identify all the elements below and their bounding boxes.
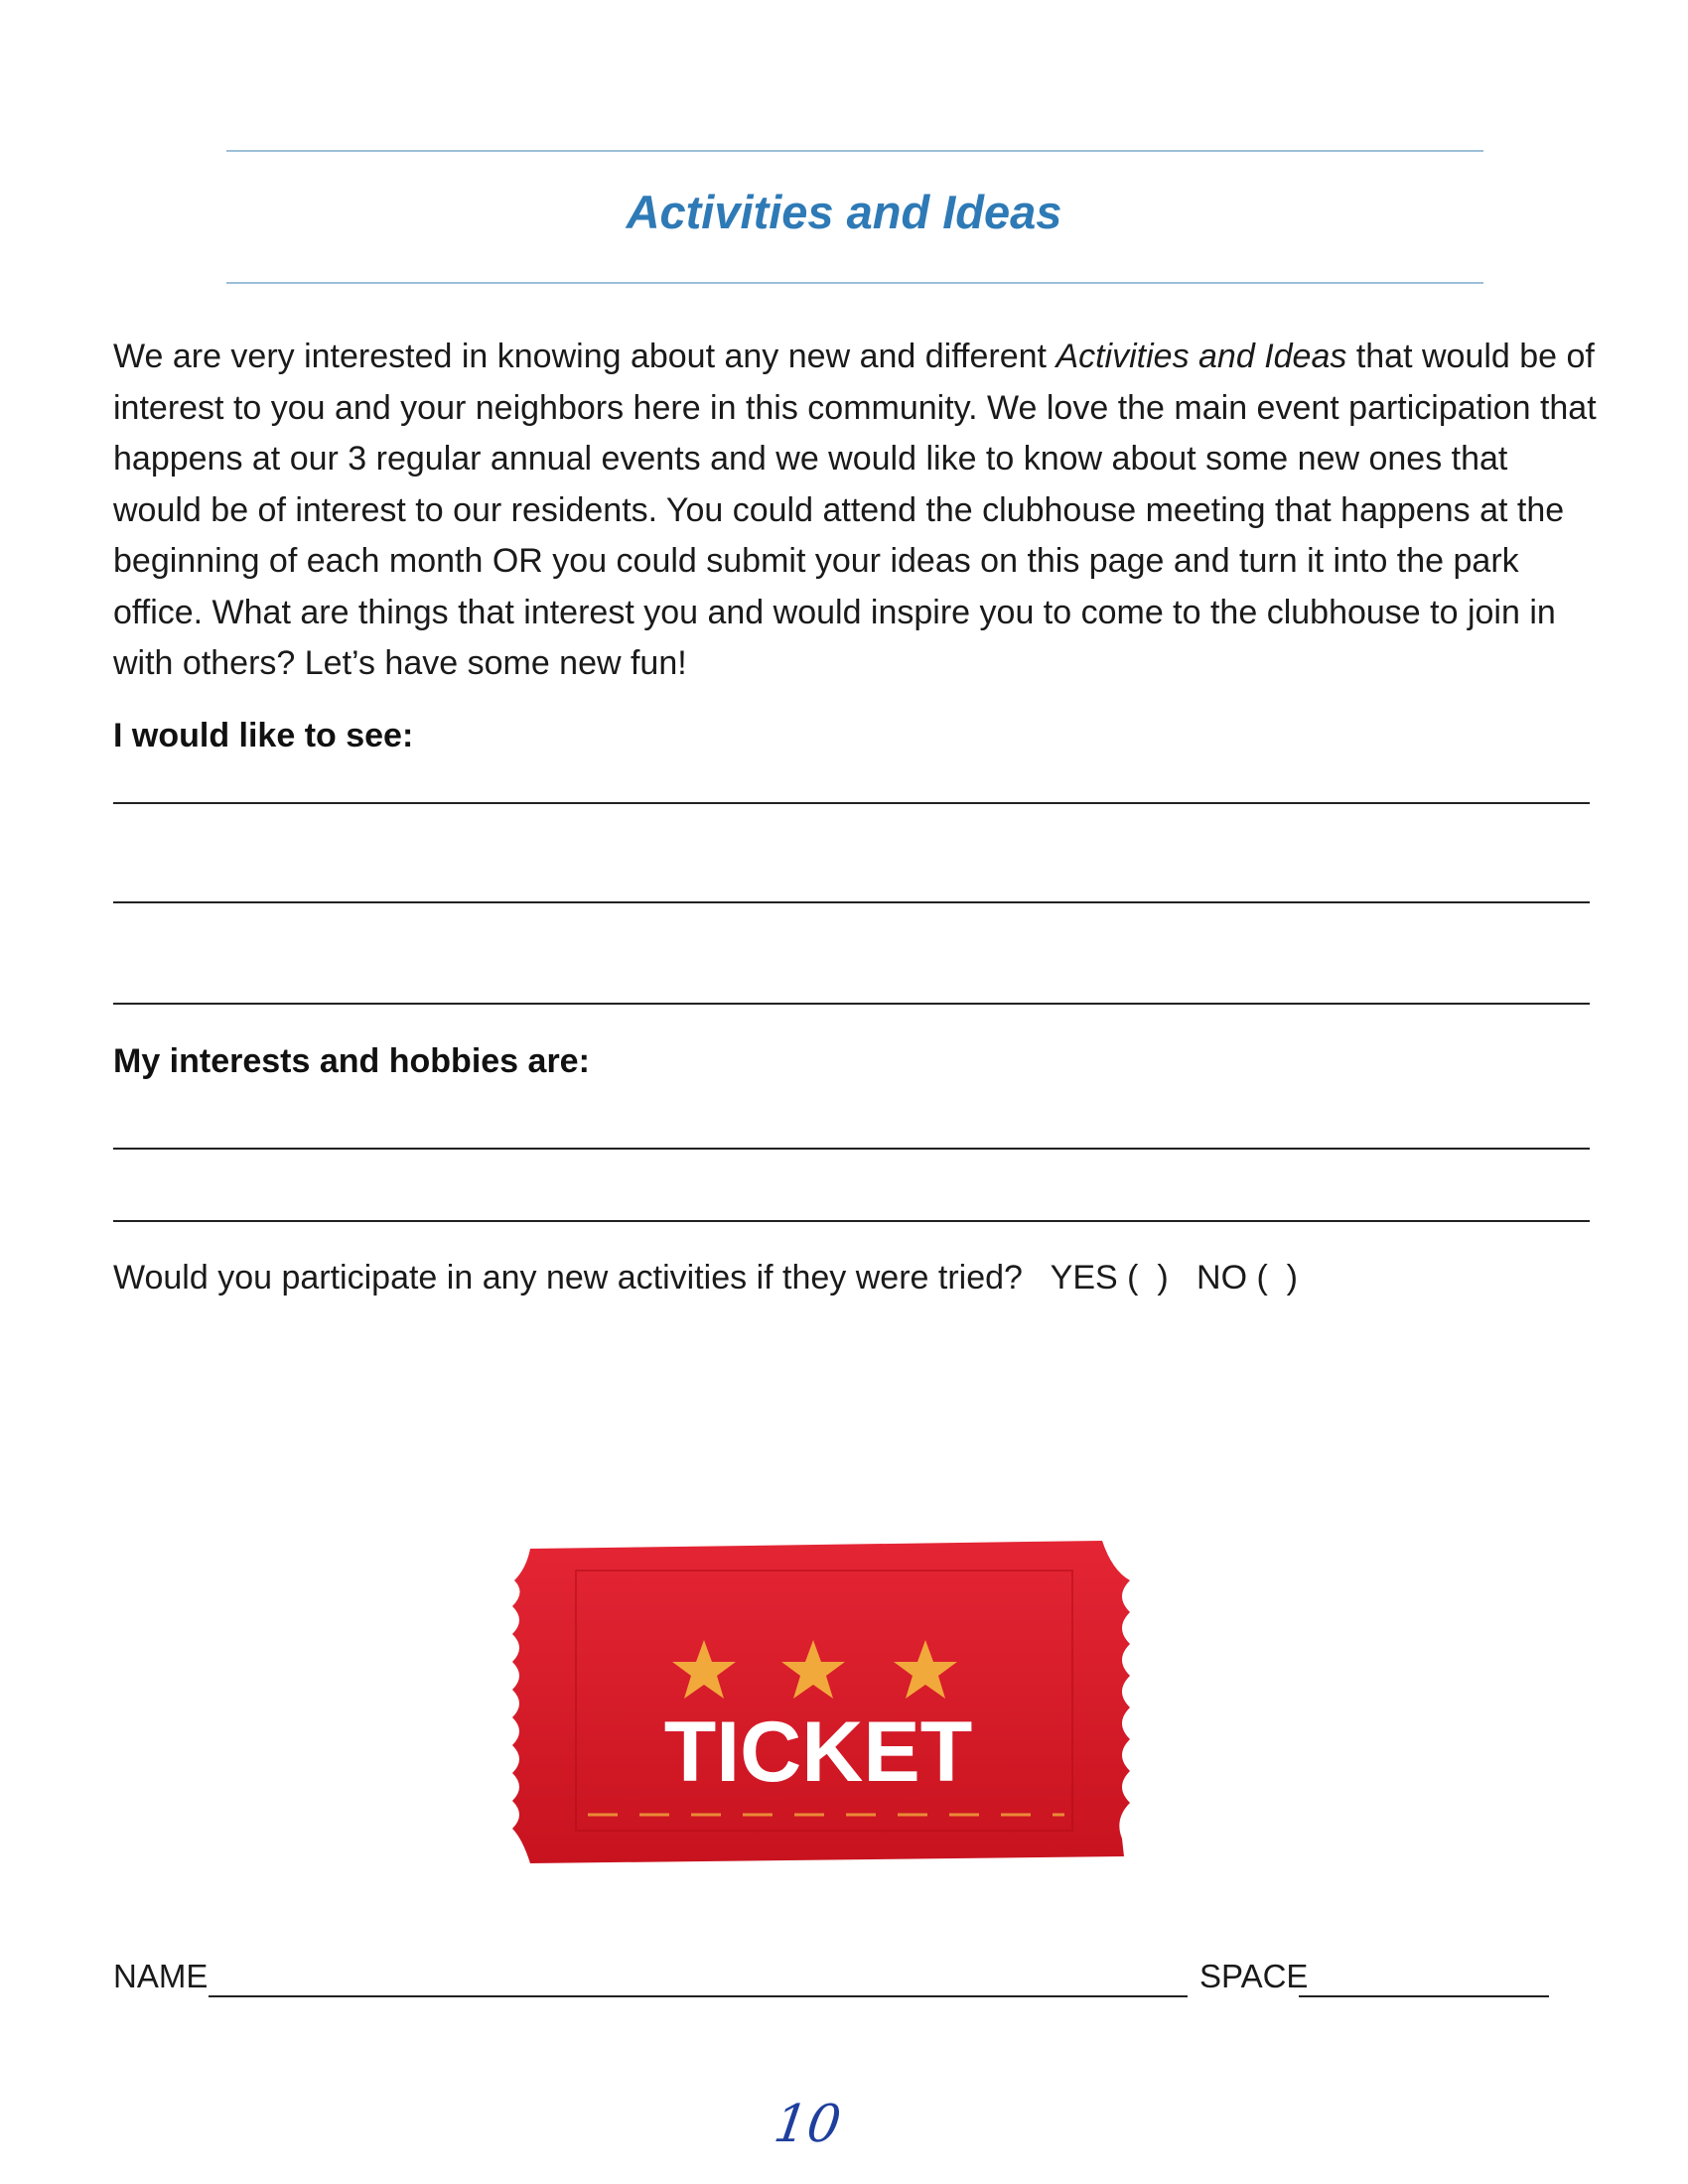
page-number: 10 [770,2095,845,2154]
see-answer-line-2[interactable] [113,901,1590,903]
see-label: I would like to see: [113,717,414,754]
participation-question: Would you participate in any new activities if they were tried? YES ( ) NO ( ) [113,1259,1299,1297]
intro-text-before: We are very interested in knowing about any new and different [113,338,1056,375]
name-field-line[interactable] [209,1995,1188,1997]
interests-answer-line-1[interactable] [113,1148,1590,1150]
intro-text-after: that would be of interest to you and your neighbors here in this community. We love the main event participation that happens at our 3 regular annual events and we would like to know about some new ones that would be of interest to our residents. You could attend the clubhouse meeting that happens at the beginning of each month OR you could submit your ideas on this page and turn it into the park office. What are things that interest you and would inspire you to come to the clubhouse to join in with others? Let’s have some new fun! [113,338,1597,682]
see-answer-line-3[interactable] [113,1003,1590,1005]
name-label: NAME [113,1958,209,1994]
ticket-image [508,1541,1144,1863]
space-label: SPACE [1199,1958,1309,1994]
title-top-rule [226,150,1483,152]
title-bottom-rule [226,282,1483,284]
ticket-label: TICKET [663,1705,973,1800]
see-answer-line-1[interactable] [113,802,1590,804]
space-field-line[interactable] [1299,1995,1549,1997]
intro-emphasis: Activities and Ideas [1055,338,1347,375]
interests-answer-line-2[interactable] [113,1220,1590,1222]
interests-label: My interests and hobbies are: [113,1042,590,1080]
intro-paragraph [113,332,1603,690]
page-title: Activities and Ideas [626,186,1062,238]
